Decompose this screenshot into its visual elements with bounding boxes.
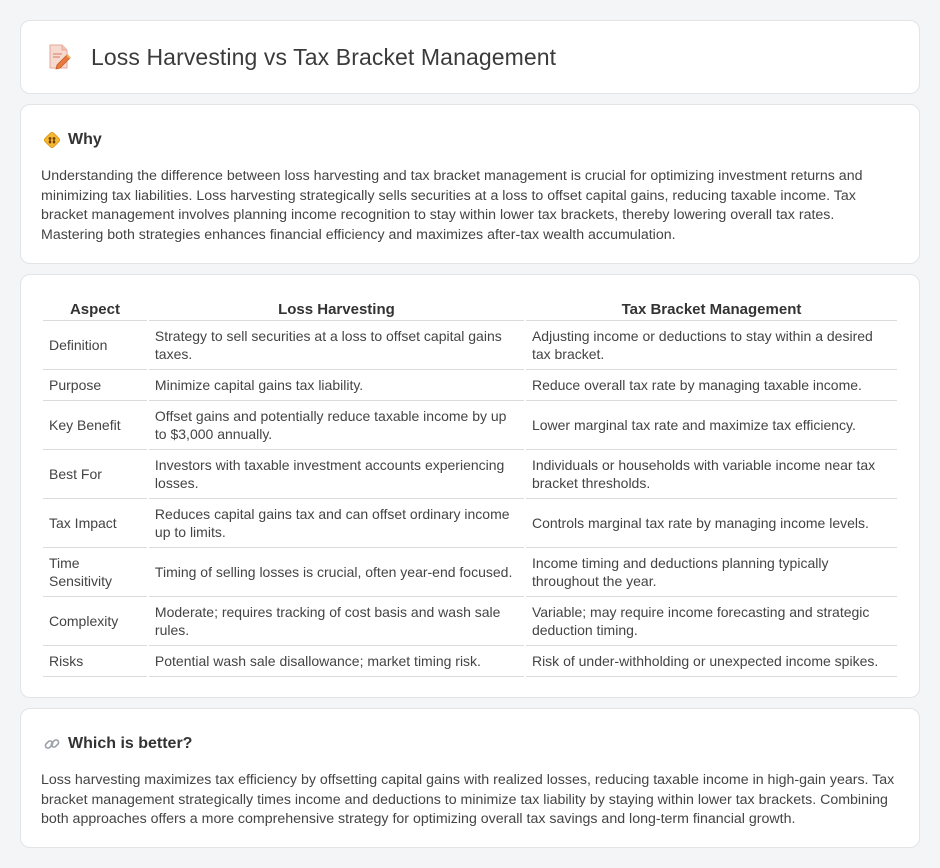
aspect-cell: Complexity [43, 597, 147, 646]
why-title: Why [68, 131, 102, 148]
loss-harvesting-cell: Strategy to sell securities at a loss to offset capital gains taxes. [149, 321, 524, 370]
header-card [20, 20, 920, 94]
which-is-better-title: Which is better? [68, 735, 193, 752]
aspect-cell: Risks [43, 646, 147, 677]
why-section [20, 104, 920, 264]
loss-harvesting-cell: Reduces capital gains tax and can offset ordinary income up to limits. [149, 499, 524, 548]
loss-harvesting-cell: Timing of selling losses is crucial, often year-end focused. [149, 548, 524, 597]
tax-bracket-cell: Lower marginal tax rate and maximize tax efficiency. [526, 401, 897, 450]
tax-bracket-cell: Controls marginal tax rate by managing income levels. [526, 499, 897, 548]
loss-harvesting-cell: Moderate; requires tracking of cost basis and wash sale rules. [149, 597, 524, 646]
aspect-cell: Tax Impact [43, 499, 147, 548]
aspect-cell: Definition [43, 321, 147, 370]
aspect-cell: Best For [43, 450, 147, 499]
table-row [43, 646, 897, 677]
comparison-card [20, 274, 920, 698]
which-is-better-text: Loss harvesting maximizes tax efficiency by offsetting capital gains with realized losses, reducing taxable income in high-gain years. Tax bracket management strategically times income and deductions to minimize tax liability by staying within lower tax brackets. Combining both approaches offers a more comprehensive strategy for optimizing overall tax savings and long-term financial growth. [41, 772, 895, 827]
which-is-better-section [20, 708, 920, 848]
aspect-cell: Key Benefit [43, 401, 147, 450]
table-row [43, 401, 897, 450]
column-header-tax-bracket-management: Tax Bracket Management [526, 295, 897, 321]
column-header-aspect: Aspect [43, 295, 147, 321]
aspect-cell: Time Sensitivity [43, 548, 147, 597]
table-row [43, 450, 897, 499]
document-pen-icon [47, 43, 71, 71]
tax-bracket-cell: Variable; may require income forecasting and strategic deduction timing. [526, 597, 897, 646]
tax-bracket-cell: Reduce overall tax rate by managing taxable income. [526, 370, 897, 401]
table-row [43, 548, 897, 597]
page-title: Loss Harvesting vs Tax Bracket Management [91, 43, 557, 70]
tax-bracket-cell: Adjusting income or deductions to stay within a desired tax bracket. [526, 321, 897, 370]
table-row [43, 597, 897, 646]
why-text: Understanding the difference between loss harvesting and tax bracket management is crucial for optimizing investment returns and minimizing tax liabilities. Loss harvesting strategically sells securities at a loss to offset capital gains, reducing taxable income. Tax bracket management involves planning income recognition to stay within lower tax brackets, thereby lowering overall tax rates. Mastering both strategies enhances financial efficiency and maximizes after-tax wealth accumulation. [41, 168, 863, 243]
tax-bracket-cell: Individuals or households with variable income near tax bracket thresholds. [526, 450, 897, 499]
comparison-table [41, 295, 899, 677]
table-row [43, 370, 897, 401]
link-icon [43, 735, 61, 753]
table-header-row [43, 295, 897, 321]
aspect-cell: Purpose [43, 370, 147, 401]
column-header-loss-harvesting: Loss Harvesting [149, 295, 524, 321]
table-row [43, 321, 897, 370]
tax-bracket-cell: Risk of under-withholding or unexpected income spikes. [526, 646, 897, 677]
loss-harvesting-cell: Minimize capital gains tax liability. [149, 370, 524, 401]
loss-harvesting-cell: Offset gains and potentially reduce taxable income by up to $3,000 annually. [149, 401, 524, 450]
tax-bracket-cell: Income timing and deductions planning typically throughout the year. [526, 548, 897, 597]
diamond-people-icon [43, 131, 61, 149]
table-row [43, 499, 897, 548]
loss-harvesting-cell: Investors with taxable investment accounts experiencing losses. [149, 450, 524, 499]
loss-harvesting-cell: Potential wash sale disallowance; market timing risk. [149, 646, 524, 677]
